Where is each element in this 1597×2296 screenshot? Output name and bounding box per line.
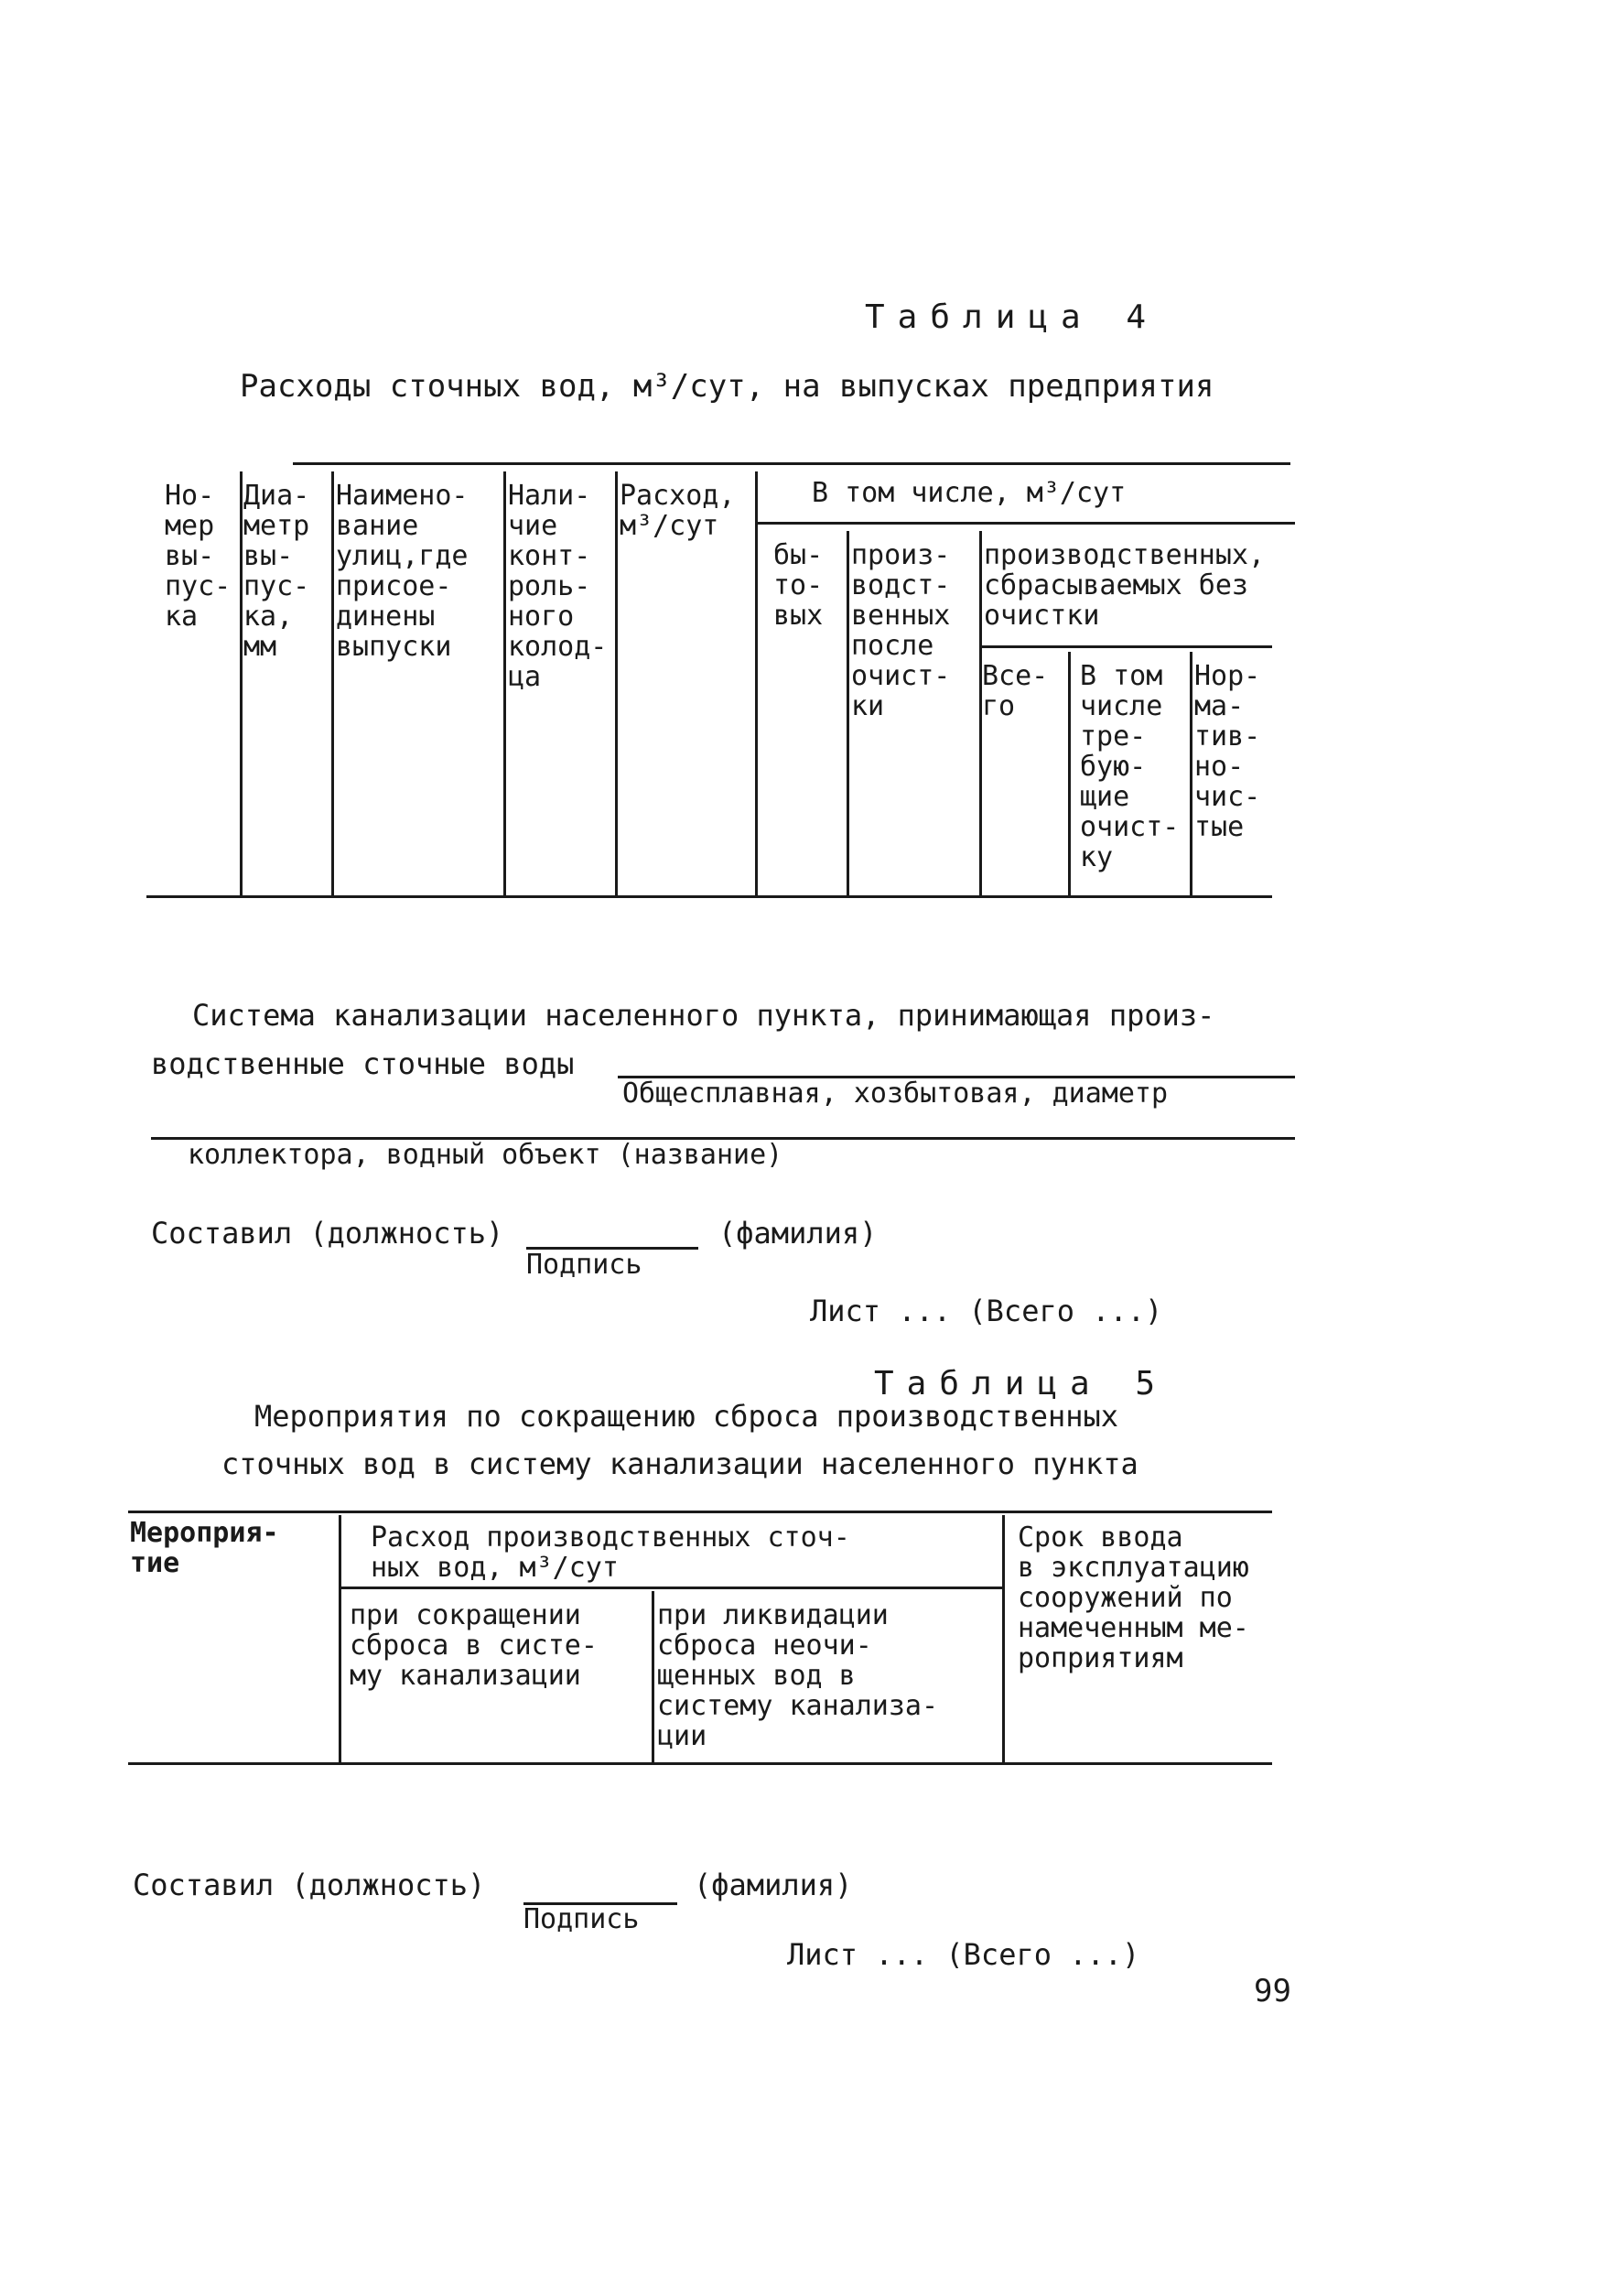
- header-proizv-posle-ochistki: произ- водст- венных после очист- ки: [851, 539, 951, 722]
- header-normativno-chistye: Нор- ма- тив- но- чис- тые: [1194, 660, 1261, 843]
- header-pri-likvidacii: при ликвидации сброса неочи- щенных вод в систему канализа- ции: [657, 1599, 939, 1752]
- table4-col-divider: [240, 471, 243, 895]
- table5-col-divider: [339, 1515, 341, 1762]
- sign2-sostavil: Составил (должность): [133, 1868, 486, 1902]
- page-number: 99: [1254, 1973, 1291, 2009]
- table5-bottom-rule: [128, 1762, 1272, 1765]
- system-hint2: коллектора, водный объект (название): [188, 1139, 783, 1171]
- table4-col-divider: [1068, 652, 1071, 895]
- header-srok-vvoda: Срок ввода в эксплуатацию сооружений по намеченным ме- роприятиям: [1018, 1522, 1249, 1674]
- header-nalichie-kolodca: Нали- чие конт- роль- ного колод- ца: [508, 480, 608, 693]
- system-text-line2: водственные сточные воды: [151, 1046, 575, 1081]
- sign2-list: Лист ... (Всего ...): [787, 1937, 1140, 1972]
- table5-col-divider: [1002, 1515, 1005, 1762]
- table5-col-divider: [652, 1591, 654, 1762]
- header-nomer-vypuska: Но- мер вы- пус- ка: [165, 480, 232, 633]
- header-trebuyuschie-ochistku: В том числе тре- бую- щие очист- ку: [1080, 660, 1180, 873]
- sign1-sostavil: Составил (должность): [151, 1216, 504, 1251]
- table4-subsubheader-rule: [979, 645, 1272, 648]
- table4-label: Таблица 4: [865, 298, 1160, 336]
- table4-col-divider: [1190, 652, 1192, 895]
- system-hint1: Общесплавная, хозбытовая, диаметр: [622, 1078, 1169, 1110]
- header-rashod-proizv: Расход производственных сточ- ных вод, м³/сут: [371, 1522, 850, 1584]
- header-naimenovanie-ulic: Наимено- вание улиц,где присое- динены выпуски: [336, 480, 469, 663]
- table5-title-line1: Мероприятия по сокращению сброса производственных: [254, 1399, 1119, 1434]
- table5-title-line2: сточных вод в систему канализации населенного пункта: [221, 1446, 1138, 1481]
- header-meropriyatie: Мероприя- тие: [130, 1517, 279, 1579]
- table4-col-divider: [847, 531, 849, 895]
- table4-top-rule: [293, 462, 1290, 465]
- sign2-familiya: (фамилия): [694, 1868, 853, 1902]
- header-diametr: Диа- метр вы- пус- ка, мм: [243, 480, 310, 663]
- table4-title: Расходы сточных вод, м³/сут, на выпусках предприятия: [240, 368, 1214, 405]
- sign1-podpis: Подпись: [526, 1249, 642, 1281]
- table5-label: Таблица 5: [874, 1365, 1169, 1403]
- sign1-list: Лист ... (Всего ...): [810, 1294, 1163, 1328]
- table4-col-divider: [503, 471, 506, 895]
- header-bytovye: бы- то- вых: [773, 539, 824, 632]
- header-pri-sokraschenii: при сокращении сброса в систе- му канализации: [350, 1599, 598, 1692]
- table5-top-rule: [128, 1511, 1272, 1513]
- header-v-tom-chisle: В том числе, м³/сут: [812, 477, 1127, 509]
- table4-col-divider: [331, 471, 334, 895]
- table4-bottom-rule: [146, 895, 1272, 898]
- system-text-line1: Система канализации населенного пункта, принимающая произ-: [192, 998, 1215, 1033]
- table4-col-divider: [755, 471, 758, 895]
- table5-subheader-rule: [340, 1587, 1004, 1589]
- header-proizv-bez-ochistki: производственных, сбрасываемых без очистки: [984, 539, 1266, 632]
- header-vsego: Все- го: [982, 660, 1049, 722]
- table4-col-divider: [615, 471, 618, 895]
- table4-subheader-rule: [755, 522, 1295, 525]
- header-rashod: Расход, м³/сут: [620, 480, 736, 542]
- sign1-familiya: (фамилия): [718, 1216, 878, 1251]
- sign2-podpis: Подпись: [523, 1903, 640, 1935]
